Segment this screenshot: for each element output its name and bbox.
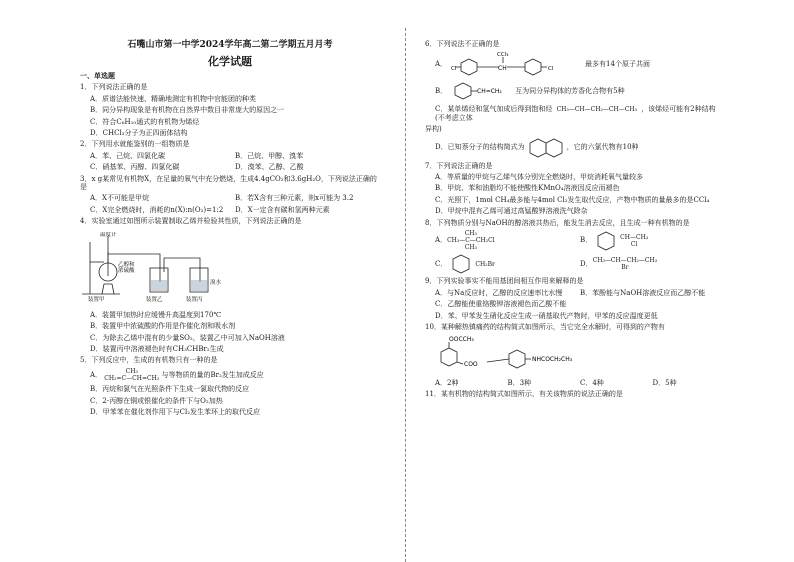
q5-option-b: B．丙烷和氯气在光照条件下生成一氯取代物的反应 [90, 385, 250, 394]
question-5-stem: 5．下列反应中，生成的有机物只有一种的是 [80, 356, 218, 365]
q8-b-bottom: Cl [630, 240, 638, 248]
q6-option-d-head: D．已知萘分子的结构简式为 [435, 143, 525, 152]
q5-option-c: C．2-丙醇在铜或银催化的条件下与O₂加热 [90, 396, 223, 405]
q9-option-d: D．苯、甲苯发生硝化反应生成一硝基取代产物时，甲苯的反应温度更低 [435, 311, 658, 320]
exam-subtitle: 化学试题 [208, 54, 252, 68]
q10-option-c: C．4种 [580, 378, 604, 387]
q3-options-row-1 [90, 194, 380, 202]
label-apparatus-a: 装置甲 [88, 297, 105, 303]
q8-c-benzene-icon [451, 254, 471, 274]
q7-option-a: A．等质量的甲烷与乙烯气体分别完全燃烧时，甲烷消耗氧气量较多 [435, 172, 644, 181]
q8-a-top: CH₃ [464, 229, 477, 237]
q8-d-bottom: Br [621, 264, 629, 272]
q6-cl-right: Cl [548, 66, 554, 73]
q6-option-c-structure: CH₃—CH—CH₂—CH—CH₃ [556, 106, 637, 114]
q1-option-a: A．质谱法能快速、精确地测定有机物中官能团的种类 [90, 94, 257, 103]
q2-option-c: C．硝基苯、丙醇、四氯化碳 [90, 163, 180, 172]
q8-b-benzene-icon [596, 231, 616, 251]
q10-drug-structure [435, 334, 635, 374]
q8-a-main: CH₃—C—CH₂Cl [447, 237, 495, 245]
q7-option-d: D．甲烷中混有乙烯可通过高锰酸钾溶液洗气除杂 [435, 207, 588, 216]
q8-option-d-structure [593, 257, 658, 271]
q1-option-d: D．CHCl₃分子为正四面体结构 [90, 128, 188, 137]
right-column [425, 40, 725, 402]
q6-option-c-cont: 异构) [425, 125, 442, 134]
q6-option-c [435, 105, 725, 122]
q8-options-row-2 [435, 254, 725, 274]
q6-ccl3-group: CCl₃ [497, 52, 509, 59]
q6-option-a-text: 最多有14个原子共面 [585, 60, 650, 69]
q4-option-c: C．为除去乙烯中混有的少量SO₂，装置乙中可加入NaOH溶液 [90, 333, 285, 342]
q10-option-d: D．5种 [652, 378, 677, 387]
question-8-stem: 8．下列物质分别与NaOH的醇溶液共热后，能发生消去反应，且生成一种有机物的是 [425, 218, 690, 227]
question-10-stem: 10．某种解热镇痛药的结构简式如图所示，当它完全水解时，可得到的产物有 [425, 323, 665, 332]
q4-option-a: A．装置甲加热时应缓慢升高温度到170℃ [90, 310, 222, 319]
exam-title: 石嘴山市第一中学2024学年高二第二学期五月月考 [127, 40, 333, 50]
q1-option-c: C．符合C₆H₁₀通式的有机物为烯烃 [90, 117, 200, 126]
q5-option-a [90, 368, 380, 382]
q10-options-row [435, 379, 725, 387]
q1-option-b: B．同分异构现象是有机物在自然界中数目非常庞大的原因之一 [90, 106, 285, 115]
q6-option-b: B． CH=CH₂ 互为同分异构体的芳香化合物有5种 [435, 80, 725, 102]
q3-option-b: B．若X含有三种元素，则x可能为 3.2 [235, 194, 354, 203]
q9-options-row-1 [435, 289, 725, 297]
label-thermometer: 温度计 [100, 232, 117, 239]
q10-amide-group: NHCOCH₂CH₃ [532, 356, 573, 364]
q3-options-row-2 [90, 206, 380, 214]
left-column [80, 40, 380, 419]
q2-option-b: B．己烷、甲醇、溴苯 [235, 151, 304, 160]
q10-acetoxy-group: OOCCH₃ [449, 336, 474, 344]
label-mix-2: 浓硫酸 [118, 268, 135, 275]
q8-option-b: B． CH—CH₃ Cl [580, 231, 725, 251]
q8-d-main: CH₃—CH—CH₂—CH₃ [592, 257, 658, 265]
q10-option-b: B．3种 [507, 378, 532, 387]
q4-option-d: D．装置丙中溶液褪色时有CH₃CHBr₂生成 [90, 345, 224, 354]
q7-option-b: B．甲烷、苯和油脂均不能使酸性KMnO₄溶液因反应而褪色 [435, 184, 620, 193]
q8-b-main: CH—CH₃ [620, 233, 649, 241]
q8-option-c: C． CH₂Br [435, 254, 580, 274]
q5-isoprene-chain: CH₂=C—CH=CH₂ [104, 374, 160, 382]
q2-options-row-1 [90, 152, 380, 160]
question-9-stem: 9．下列实验事实不能用基团间相互作用来解释的是 [425, 277, 584, 286]
section-heading: 一、单选题 [80, 70, 115, 80]
q6-option-a: A． CH CCl₃ Cl Cl 最多有14个原子共面 [435, 51, 725, 77]
q7-option-c: C．光照下，1mol CH₄最多能与4mol Cl₂发生取代反应，产物中物质的量最多的是CCl₄ [435, 195, 710, 204]
q6-option-b-text: 互为同分异构体的芳香化合物有5种 [515, 87, 625, 96]
q5-option-a-text: 与等物质的量的Br₂发生加成反应 [161, 370, 264, 379]
label-apparatus-c: 装置丙 [186, 297, 203, 303]
q9-option-c: C．乙醇能使重铬酸钾溶液褪色而乙酸不能 [435, 300, 567, 309]
q2-option-d: D．溴苯、乙醇、乙酸 [235, 163, 304, 172]
q10-ester-link: COO [464, 361, 478, 369]
q6-styrene-structure [451, 80, 511, 102]
q2-option-a: A．苯、己烷、四氯化碳 [90, 151, 166, 160]
label-mix-1: 乙醇和 [118, 262, 135, 269]
q9-option-b: B．苯酚能与NaOH溶液反应而乙醇不能 [580, 288, 706, 297]
q8-option-a: A． CH₃ CH₃—C—CH₂Cl CH₃ [435, 229, 495, 252]
q8-options-row-1 [435, 230, 725, 252]
q6-naphthalene-structure [529, 137, 563, 159]
q5-option-d: D．甲苯苯在催化剂作用下与Cl₂发生苯环上的取代反应 [90, 407, 261, 416]
label-apparatus-b: 装置乙 [146, 297, 163, 303]
svg-text:CH: CH [498, 65, 507, 73]
q10-option-a: A．2种 [435, 378, 459, 387]
q6-cl-left: Cl [451, 66, 457, 73]
question-7-stem: 7．下列说法正确的是 [425, 161, 493, 170]
q3-option-d: D．X一定含有碳和氢两种元素 [235, 205, 330, 214]
label-bromine-water: 溴水 [210, 280, 222, 287]
q8-a-bottom: CH₃ [464, 244, 477, 252]
q3-option-c: C．X完全燃烧时，消耗的n(X):n(O₂)=1:2 [90, 205, 224, 214]
ethylene-apparatus-diagram [80, 232, 250, 302]
column-divider [405, 28, 406, 562]
q8-option-b-structure [620, 234, 648, 248]
q6-option-d [435, 137, 725, 159]
q8-c-main: CH₂Br [475, 260, 495, 268]
q9-option-a: A．与Na反应时，乙醇的反应速率比水慢 [435, 288, 563, 297]
question-4-stem: 4．实验室通过如图所示装置制取乙烯并检验其性质，下列说法正确的是 [80, 217, 302, 226]
q5-isoprene-structure [104, 368, 159, 382]
q5-isoprene-methyl: CH₃ [125, 367, 138, 375]
question-11-stem: 11．某有机物的结构简式如图所示，有关该物质的说法正确的是 [425, 390, 623, 399]
q6-vinyl-group: CH=CH₂ [477, 88, 502, 96]
q6-option-c-tail: ，该烯烃可能有2种结构(不考虑立体 [435, 105, 716, 122]
q6-option-d-tail: ，它的六氯代物有10种 [566, 143, 639, 152]
q6-ddt-structure [451, 51, 581, 77]
q4-option-b: B．装置甲中浓硫酸的作用是作催化剂和吸水剂 [90, 322, 236, 331]
q3-option-a: A．X不可能是甲烷 [90, 194, 150, 203]
q5-option-a-letter: A． [90, 370, 103, 379]
question-1-stem: 1．下列说法正确的是 [80, 83, 148, 92]
q6-option-c-head: C．某单烯烃和氢气加成后得到饱和烃 [435, 105, 553, 114]
q8-option-d: D． CH₃—CH—CH₂—CH₃ Br [580, 257, 658, 272]
question-2-stem: 2．下列用水就能鉴别的一组物质是 [80, 140, 190, 149]
question-6-stem: 6．下列说法不正确的是 [425, 40, 500, 48]
question-3-stem: 3．x g某常见有机物X，在足量的氧气中充分燃烧，生成4.4gCO₂和3.6gH₂O，下列说法正确的是 [80, 174, 377, 191]
q8-option-a-structure [447, 230, 495, 252]
q2-options-row-2 [90, 163, 380, 171]
